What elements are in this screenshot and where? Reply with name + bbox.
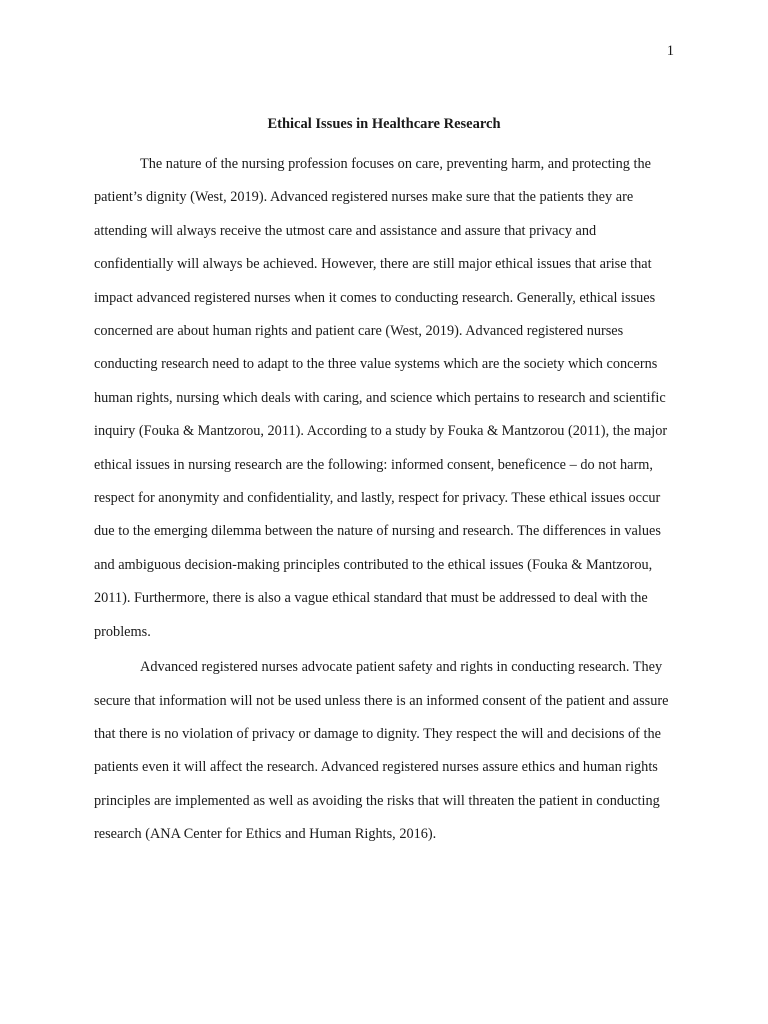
paragraph-1: The nature of the nursing profession focuses on care, preventing harm, and protecting the patient’s dignity (West, 2019). Advanced registered nurses make sure that the patients they are attending will always receive the utmost care and assistance and assure that privacy and confidentially will always be achieved. However, there are still major ethical issues that arise that impact advanced registered nurses when it comes to conducting research. Generally, ethical issues concerned are about human rights and patient care (West, 2019). Advanced registered nurses conducting research need to adapt to the three value systems which are the society which concerns human rights, nursing which deals with caring, and science which pertains to research and scientific inquiry (Fouka & Mantzorou, 2011). According to a study by Fouka & Mantzorou (2011), the major ethical issues in nursing research are the following: informed consent, beneficence – do not harm, respect for anonymity and confidentiality, and lastly, respect for privacy. These ethical issues occur due to the emerging dilemma between the nature of nursing and research. The differences in values and ambiguous decision-making principles contributed to the ethical issues (Fouka & Mantzorou, 2011). Furthermore, there is also a vague ethical standard that must be addressed to deal with the problems. <box>94 156 668 640</box>
document-title: Ethical Issues in Healthcare Research <box>267 116 501 132</box>
paragraph-2: Advanced registered nurses advocate patient safety and rights in conducting research. They secure that information will not be used unless there is an informed consent of the patient and assure that there is no violation of privacy or damage to dignity. They respect the will and decisions of the patients even it will affect the research. Advanced registered nurses assure ethics and human rights principles are implemented as well as avoiding the risks that will threaten the patient in conducting research (ANA Center for Ethics and Human Rights, 2016). <box>94 659 669 843</box>
page-number: 1 <box>666 43 674 59</box>
document-body <box>94 148 674 852</box>
